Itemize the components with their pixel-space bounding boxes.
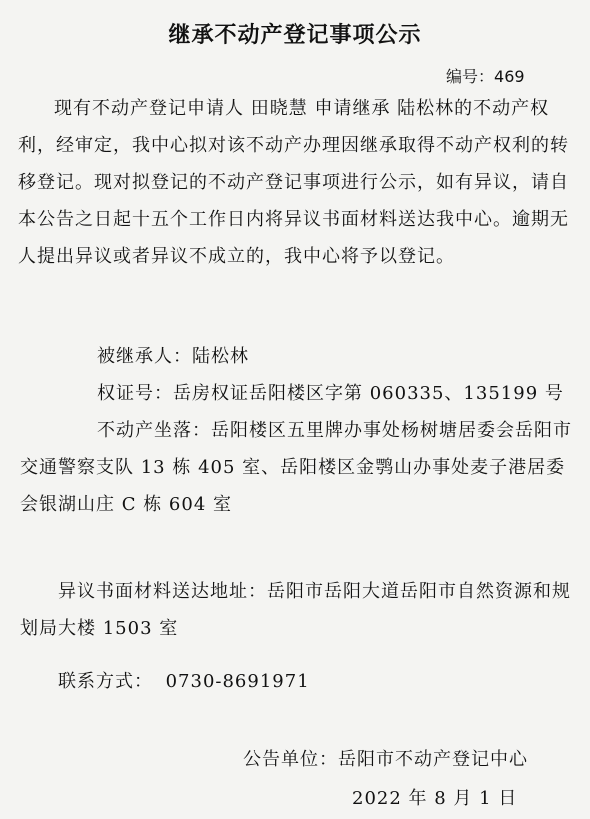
location-value: 岳阳楼区五里牌办事处杨树塘居委会岳阳市交通警察支队 13 栋 405 室、岳阳楼区金鹗山办事处麦子港居委会银湖山庄 C 栋 604 室 bbox=[20, 420, 572, 515]
certificate-line bbox=[97, 375, 564, 412]
location-label: 不动产坐落： bbox=[97, 420, 211, 441]
heir-line bbox=[97, 338, 249, 375]
cert-label: 权证号： bbox=[97, 383, 173, 404]
objection-address-line bbox=[20, 573, 580, 647]
notice-number bbox=[446, 64, 525, 87]
address-label: 异议书面材料送达地址： bbox=[58, 581, 267, 602]
contact-label: 联系方式： bbox=[58, 671, 153, 692]
contact-line bbox=[58, 663, 310, 700]
address-value: 岳阳市岳阳大道岳阳市自然资源和规划局大楼 1503 室 bbox=[20, 581, 571, 639]
cert-value: 岳房权证岳阳楼区字第 060335、135199 号 bbox=[173, 383, 564, 404]
issuer-value: 岳阳市不动产登记中心 bbox=[338, 749, 528, 770]
contact-value: 0730-8691971 bbox=[165, 671, 310, 692]
notice-body: 现有不动产登记申请人 田晓慧 申请继承 陆松林的不动产权利，经审定，我中心拟对该不动产办理因继承取得不动产权利的转移登记。现对拟登记的不动产登记事项进行公示，如有异议，请自本公告之日起十五个工作日内将异议书面材料送达我中心。逾期无人提出异议或者异议不成立的，我中心将予以登记。 bbox=[18, 98, 569, 267]
heir-label: 被继承人： bbox=[97, 346, 192, 367]
issuer-label: 公告单位： bbox=[243, 749, 338, 770]
location-line bbox=[20, 412, 580, 523]
notice-title: 继承不动产登记事项公示 bbox=[168, 23, 422, 48]
issuer-line bbox=[243, 741, 528, 778]
number-value: 469 bbox=[494, 67, 525, 86]
notice-date: 2022 年 8 月 1 日 bbox=[352, 788, 518, 809]
number-label: 编号： bbox=[446, 67, 495, 86]
heir-value: 陆松林 bbox=[192, 346, 249, 367]
